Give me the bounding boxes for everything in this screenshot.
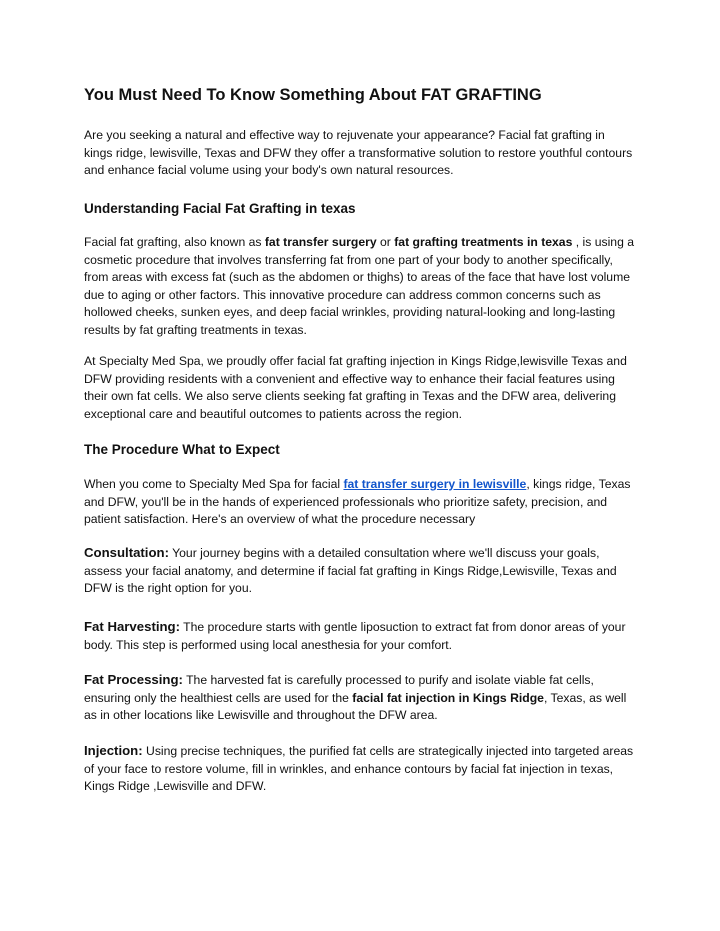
bold-fat-transfer-surgery: fat transfer surgery [264,235,377,249]
text-span: The harvested fat is carefully processed to purify and isolate viable fat cells, ensuring only the healthiest cells are used for the [84,673,594,705]
text-span: When you come to Specialty Med Spa for facial [84,477,344,491]
injection-paragraph [84,742,636,796]
bold-facial-fat-injection: facial fat injection in Kings Ridge [352,690,544,705]
understanding-heading: Understanding Facial Fat Grafting in texas [84,201,356,216]
specialty-med-spa-paragraph: At Specialty Med Spa, we proudly offer facial fat grafting injection in Kings Ridge,lewisville Texas and DFW providing residents with a convenient and effective way to enhance their facial features using their own fat cells. We also serve clients seeking fat grafting in Texas and the DFW area, delivering exceptional care and beautiful outcomes to patients across the region. [84,354,627,421]
injection-label: Injection: [84,743,143,758]
text-span: or [376,235,395,249]
text-span: The procedure starts with gentle liposuction to extract fat from donor areas of your body. This step is performed using local anesthesia for your comfort. [84,620,626,652]
text-span: , is using a cosmetic procedure that involves transferring fat from one part of your body to another specifically, from areas with excess fat (such as the abdomen or thighs) to areas of the face that have lost volume due to aging or other factors. This innovative procedure can address common concerns such as hollowed cheeks, sunken eyes, and deep facial wrinkles, providing natural-looking and long-lasting results by fat grafting treatments in texas. [84,235,635,337]
consultation-label: Consultation: [84,545,169,560]
text-span: , Texas, as well as in other locations like Lewisville and throughout the DFW area. [84,690,627,723]
intro-paragraph: Are you seeking a natural and effective way to rejuvenate your appearance? Facial fat grafting in kings ridge, lewisville, Texas and DFW they offer a transformative solution to restore youthful contours and enhance facial volume using your body's own natural resources. [84,128,633,178]
fat-processing-paragraph [84,671,636,725]
fat-harvesting-label: Fat Harvesting: [84,619,180,634]
text-span: , kings ridge, Texas and DFW, you'll be in the hands of experienced professionals who prioritize safety, precision, and patient satisfaction. Here's an overview of what the procedure necessary [84,477,631,527]
page-title: You Must Need To Know Something About FAT GRAFTING [84,86,542,104]
procedure-intro-paragraph [84,476,636,529]
facial-fat-grafting-paragraph [84,234,636,340]
text-span: Using precise techniques, the purified fat cells are strategically injected into targeted areas of your face to restore volume, fill in wrinkles, and enhance contours by facial fat injection in texas, Kings Ridge ,Lewisville and DFW. [84,744,634,794]
consultation-paragraph [84,544,636,598]
fat-transfer-surgery-link[interactable]: fat transfer surgery in lewisville [343,477,527,491]
text-span: Facial fat grafting, also known as [84,235,265,249]
text-span: Your journey begins with a detailed consultation where we'll discuss your goals, assess your facial anatomy, and determine if facial fat grafting in Kings Ridge,Lewisville, Texas and DFW is the right option for you. [84,546,617,596]
fat-harvesting-paragraph [84,618,636,654]
bold-fat-grafting-treatments: fat grafting treatments in texas [394,235,573,249]
procedure-heading: The Procedure What to Expect [84,442,280,457]
fat-processing-label: Fat Processing: [84,672,183,687]
